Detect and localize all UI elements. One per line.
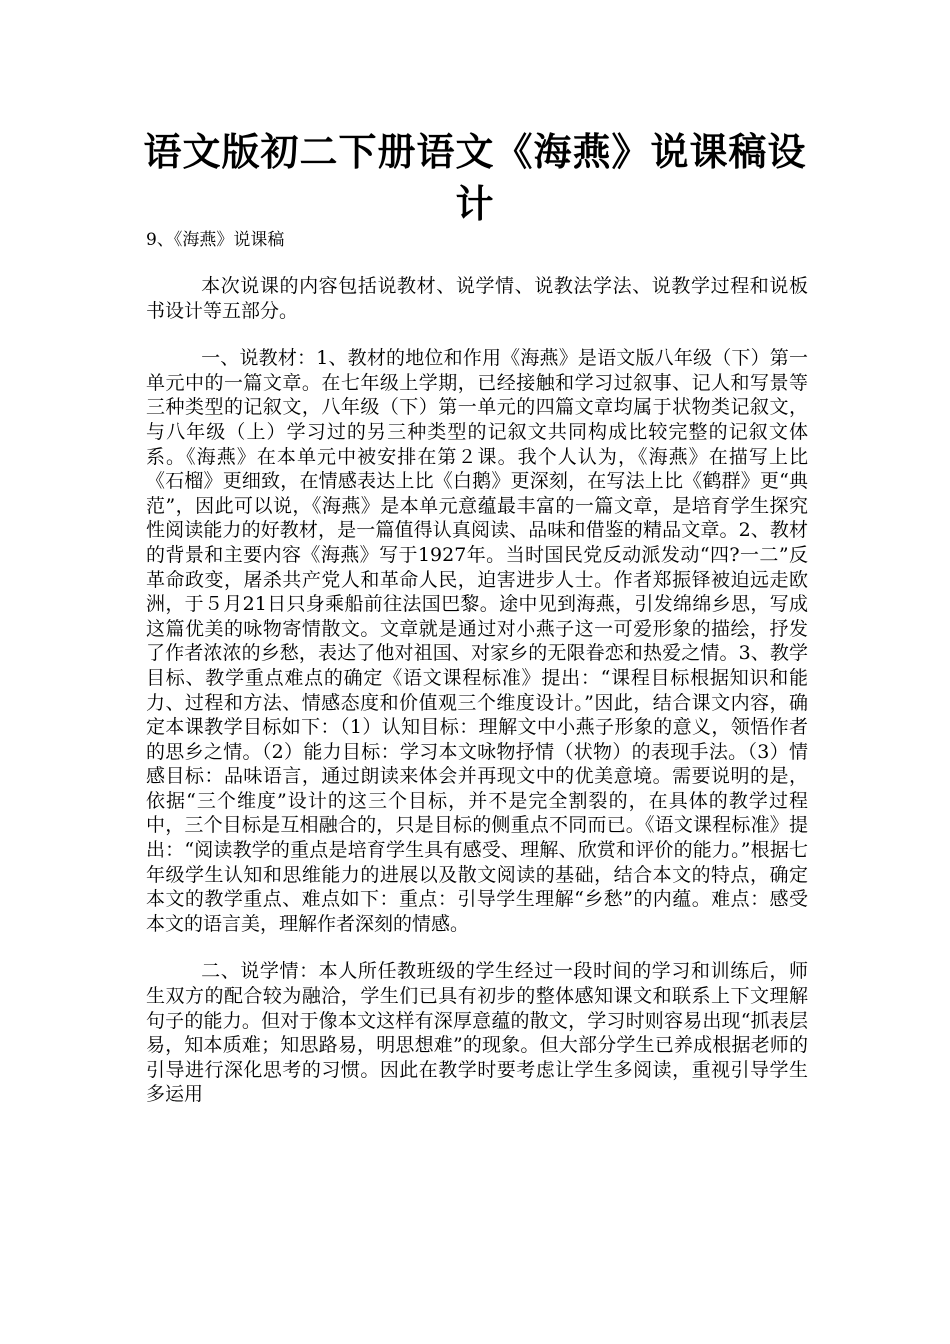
paragraph-intro: 本次说课的内容包括说教材、说学情、说教法学法、说教学过程和说板书设计等五部分。 (146, 275, 808, 322)
document-subtitle: 9、《海燕》说课稿 (146, 230, 285, 250)
paragraph-students: 二、说学情：本人所任教班级的学生经过一段时间的学习和训练后，师生双方的配合较为融洽，学生们已具有初步的整体感知课文和联系上下文理解句子的能力。但对于像本文这样有深厚意蕴的散文，学习时则容易出现“抓表层易，知本质难；知思路易，明思想难”的现象。但大部分学生已养成根据老师的引导进行深化思考的习惯。因此在教学时要考虑让学生多阅读，重视引导学生多运用 (146, 960, 808, 1106)
document-title: 语文版初二下册语文《海燕》说课稿设计 (143, 129, 807, 226)
paragraph-textbook: 一、说教材：1、教材的地位和作用《海燕》是语文版八年级（下）第一单元中的一篇文章。在七年级上学期，已经接触和学习过叙事、记人和写景等三种类型的记叙文，八年级（下）第一单元的四篇文章均属于状物类记叙文，与八年级（上）学习过的另三种类型的记叙文共同构成比较完整的记叙文体系。《海燕》在本单元中被安排在第２课。我个人认为，《海燕》在描写上比《石榴》更细致，在情感表达上比《白鹅》更深刻，在写法上比《鹤群》更“典范”，因此可以说，《海燕》是本单元意蕴最丰富的一篇文章，是培育学生探究性阅读能力的好教材，是一篇值得认真阅读、品味和借鉴的精品文章。2、教材的背景和主要内容《海燕》写于1927年。当时国民党反动派发动“四?一二”反革命政变，屠杀共产党人和革命人民，迫害进步人士。作者郑振铎被迫远走欧洲，于５月21日只身乘船前往法国巴黎。途中见到海燕，引发绵绵乡思，写成这篇优美的咏物寄情散文。文章就是通过对小燕子这一可爱形象的描绘，抒发了作者浓浓的乡愁，表达了他对祖国、对家乡的无限眷恋和热爱之情。3、教学目标、教学重点难点的确定《语文课程标准》提出：“课程目标根据知识和能力、过程和方法、情感态度和价值观三个维度设计。”因此，结合课文内容，确定本课教学目标如下：（1）认知目标：理解文中小燕子形象的意义，领悟作者的思乡之情。（2）能力目标：学习本文咏物抒情（状物）的表现手法。（3）情感目标：品味语言，通过朗读来体会并再现文中的优美意境。需要说明的是，依据“三个维度”设计的这三个目标，并不是完全割裂的，在具体的教学过程中，三个目标是互相融合的，只是目标的侧重点不同而已。《语文课程标准》提出：“阅读教学的重点是培育学生具有感受、理解、欣赏和评价的能力。”根据七年级学生认知和思维能力的进展以及散文阅读的基础，结合本文的特点，确定本文的教学重点、难点如下：重点：引导学生理解“乡愁”的内蕴。难点：感受本文的语言美，理解作者深刻的情感。 (146, 347, 808, 935)
document-body (146, 274, 808, 1130)
